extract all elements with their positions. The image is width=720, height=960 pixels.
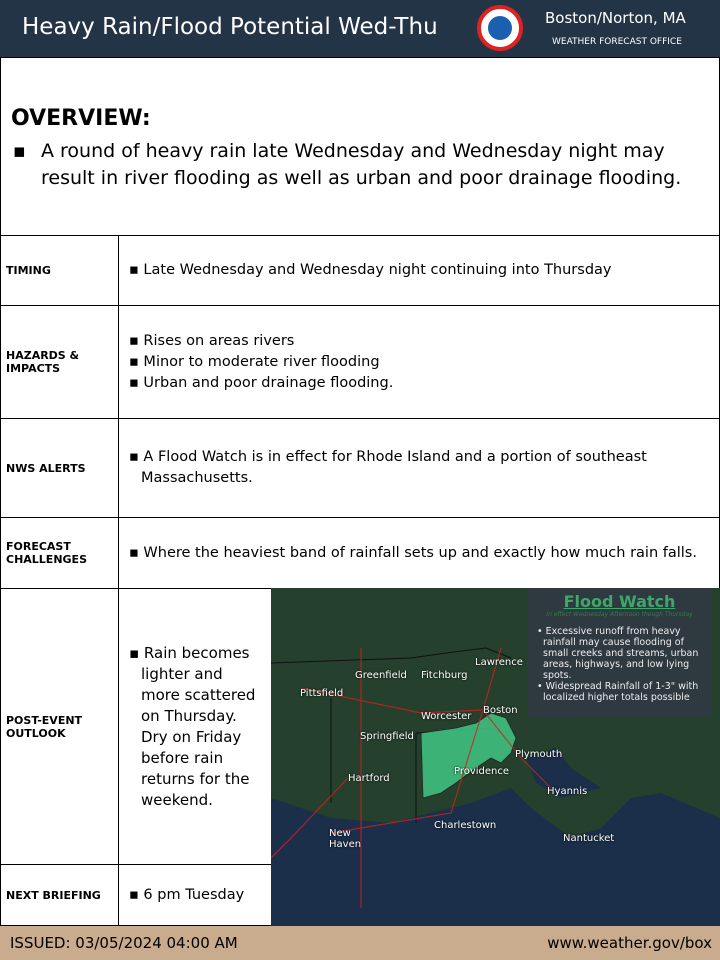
footer [0,926,720,960]
city-label: Hartford [348,773,390,784]
flood-watch-legend [527,588,712,718]
city-label: Boston [483,705,518,716]
legend-item: • Excessive runoff from heavy rainfall may cause flooding of small creeks and streams, urban areas, highways, and low lying spots. [537,626,699,681]
city-label: Springfield [360,731,414,742]
overview-section [0,57,720,236]
row-item: ▪ Minor to moderate river flooding [129,353,380,370]
overview-heading: OVERVIEW: [11,106,151,131]
row-label: TIMING [1,236,119,305]
city-label: Greenfield [355,670,407,681]
flood-watch-map [271,588,720,926]
nws-logo [477,5,523,51]
office-subtitle: WEATHER FORECAST OFFICE [552,37,682,47]
row-label: NWS ALERTS [1,419,119,517]
city-label: Providence [454,766,510,777]
row-item: ▪ Rain becomes lighter and more scattered on Thursday. Dry on Friday before rain returns for the weekend. [129,643,256,809]
city-label: Charlestown [434,820,497,831]
row-nws-alerts [0,419,720,518]
row-item: ▪ 6 pm Tuesday [129,886,245,903]
row-label: HAZARDS & IMPACTS [1,306,119,418]
city-label: Fitchburg [421,670,468,681]
legend-item: • Widespread Rainfall of 1-3" with localized higher totals possible [537,681,699,703]
city-label: Hyannis [547,786,588,797]
city-label: Plymouth [515,749,563,760]
city-label: Lawrence [475,657,523,668]
city-label: Pittsfield [300,688,344,699]
row-item: ▪ Late Wednesday and Wednesday night continuing into Thursday [129,262,612,278]
city-label: Worcester [421,711,472,722]
row-timing [0,236,720,306]
row-item: ▪ Urban and poor drainage flooding. [129,374,394,391]
overview-text: A round of heavy rain late Wednesday and Wednesday night may result in river flooding as well as urban and poor drainage flooding. [41,140,682,189]
row-hazards [0,306,720,419]
legend-subtitle: In effect Wednesday Afternoon though Thursday [546,611,693,618]
row-item: ▪ A Flood Watch is in effect for Rhode Island and a portion of southeast Massachusetts. [129,449,647,486]
issued-time: ISSUED: 03/05/2024 04:00 AM [10,934,238,952]
legend-title: Flood Watch [563,592,676,611]
header [0,0,720,57]
office-name: Boston/Norton, MA [545,9,686,27]
city-label: New Haven [329,828,362,850]
city-label: Nantucket [563,833,615,844]
row-forecast-challenges [0,518,720,589]
row-item: ▪ Where the heaviest band of rainfall sets up and exactly how much rain falls. [129,544,697,561]
row-label: FORECAST CHALLENGES [1,518,119,588]
row-item: ▪ Rises on areas rivers [129,332,295,349]
bullet: ▪ [13,140,26,162]
office-url[interactable]: www.weather.gov/box [547,934,712,952]
page-title: Heavy Rain/Flood Potential Wed-Thu [22,14,438,40]
row-label: NEXT BRIEFING [1,865,119,925]
row-label: POST-EVENT OUTLOOK [1,589,119,864]
